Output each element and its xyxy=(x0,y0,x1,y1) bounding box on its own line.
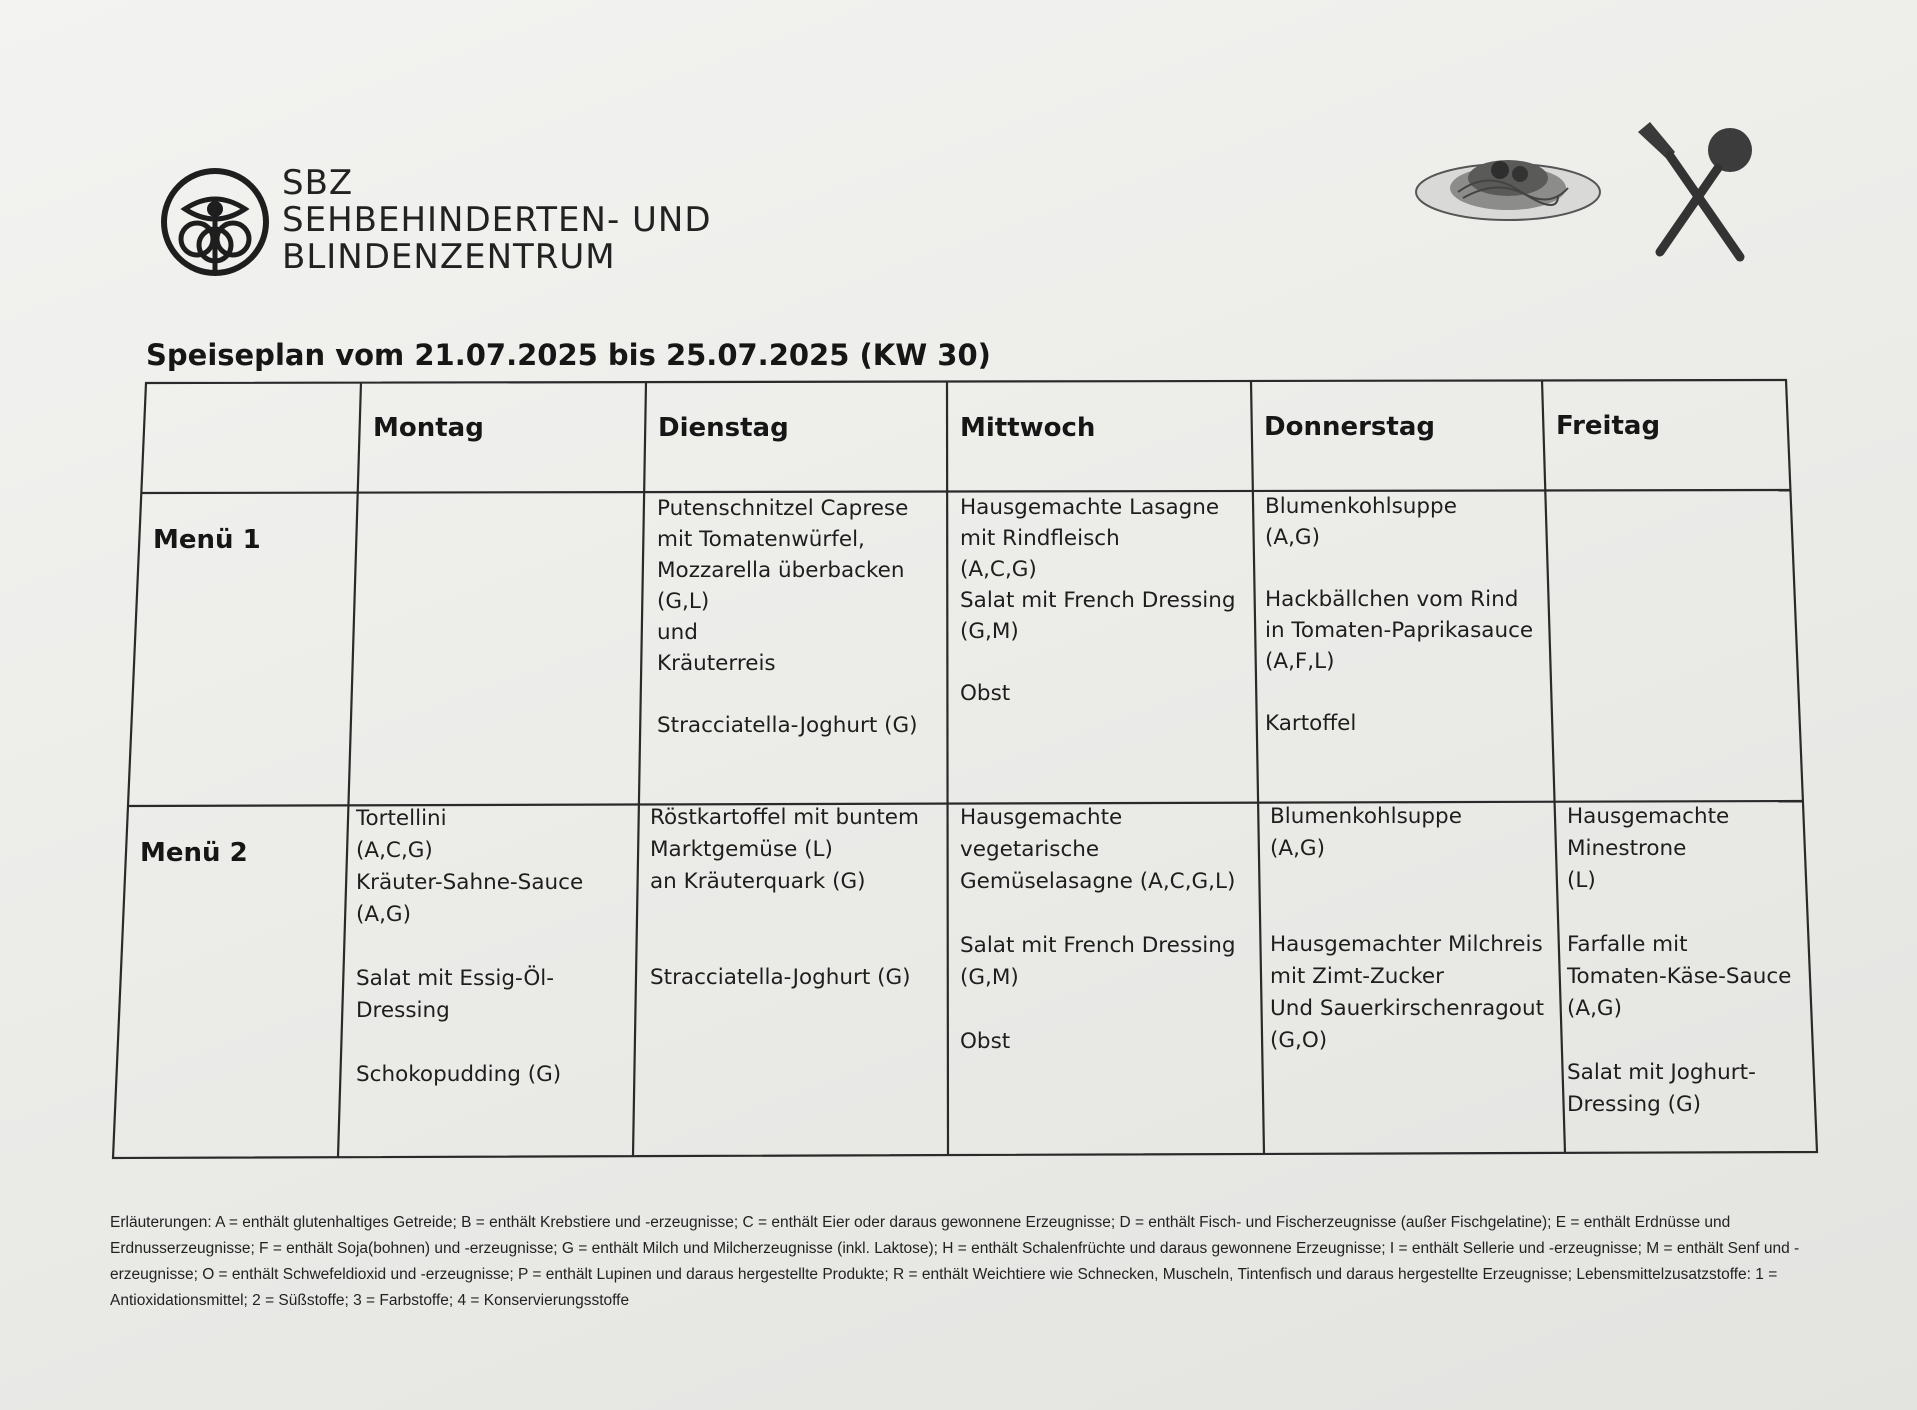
day-header-dienstag: Dienstag xyxy=(658,413,789,443)
menu2-montag: Tortellini (A,C,G) Kräuter-Sahne-Sauce (A,G) Salat mit Essig-Öl- Dressing Schokopudding (G) xyxy=(356,806,584,1087)
menu2-label: Menü 2 xyxy=(140,838,248,868)
day-header-freitag: Freitag xyxy=(1556,411,1661,441)
day-header-montag: Montag xyxy=(373,413,484,443)
org-line1: SEHBEHINDERTEN- UND xyxy=(282,200,712,240)
menu1-donnerstag: Blumenkohlsuppe (A,G) Hackbällchen vom Rind in Tomaten-Paprikasauce (A,F,L) Kartoffel xyxy=(1265,494,1534,736)
day-header-mittwoch: Mittwoch xyxy=(960,413,1096,443)
menu1-label: Menü 1 xyxy=(153,525,261,555)
menu2-donnerstag: Blumenkohlsuppe (A,G) Hausgemachter Milchreis mit Zimt-Zucker Und Sauerkirschenragout (G,O) xyxy=(1270,804,1544,1053)
menu2-freitag: Hausgemachte Minestrone (L) Farfalle mit Tomaten-Käse-Sauce (A,G) Salat mit Joghurt- Dressing (G) xyxy=(1567,804,1792,1117)
day-header-donnerstag: Donnerstag xyxy=(1264,412,1435,442)
allergen-legend: Erläuterungen: A = enthält glutenhaltiges Getreide; B = enthält Krebstiere und -erzeugnisse; C = enthält Eier oder daraus gewonnene Erzeugnisse; D = enthält Fisch- und Fischerzeugnisse (außer Fischgelatine); E = enthält Erdnüsse und Erdnusserzeugnisse; F = enthält Soja(bohnen) und -erzeugnisse; G = enthält Milch und Milcherzeugnisse (inkl. Laktose); H = enthält Schalenfrüchte und daraus gewonnene Erzeugnisse; I = enthält Sellerie und -erzeugnisse; M = enthält Senf und -erzeugnisse; O = enthält Schwefeldioxid und -erzeugnisse; P = enthält Lupinen und daraus hergestellte Produkte; R = enthält Weichtiere wie Schnecken, Muscheln, Tintenfisch und daraus hergestellte Erzeugnisse; Lebensmittelzusatzstoffe: 1 = Antioxidationsmittel; 2 = Süßstoffe; 3 = Farbstoffe; 4 = Konservierungsstoffe xyxy=(110,1214,1800,1309)
menu2-mittwoch: Hausgemachte vegetarische Gemüselasagne (A,C,G,L) Salat mit French Dressing (G,M) Obst xyxy=(960,805,1236,1054)
menu1-mittwoch: Hausgemachte Lasagne mit Rindfleisch (A,C,G) Salat mit French Dressing (G,M) Obst xyxy=(960,495,1236,706)
page-title: Speiseplan vom 21.07.2025 bis 25.07.2025 (KW 30) xyxy=(146,338,991,372)
org-abbr: SBZ xyxy=(282,163,354,203)
menu1-dienstag: Putenschnitzel Caprese mit Tomatenwürfel, Mozzarella überbacken (G,L) und Kräuterreis Stracciatella-Joghurt (G) xyxy=(657,496,918,738)
org-line2: BLINDENZENTRUM xyxy=(282,237,616,277)
menu2-dienstag: Röstkartoffel mit buntem Marktgemüse (L) an Kräuterquark (G) Stracciatella-Joghurt (G) xyxy=(650,805,919,990)
